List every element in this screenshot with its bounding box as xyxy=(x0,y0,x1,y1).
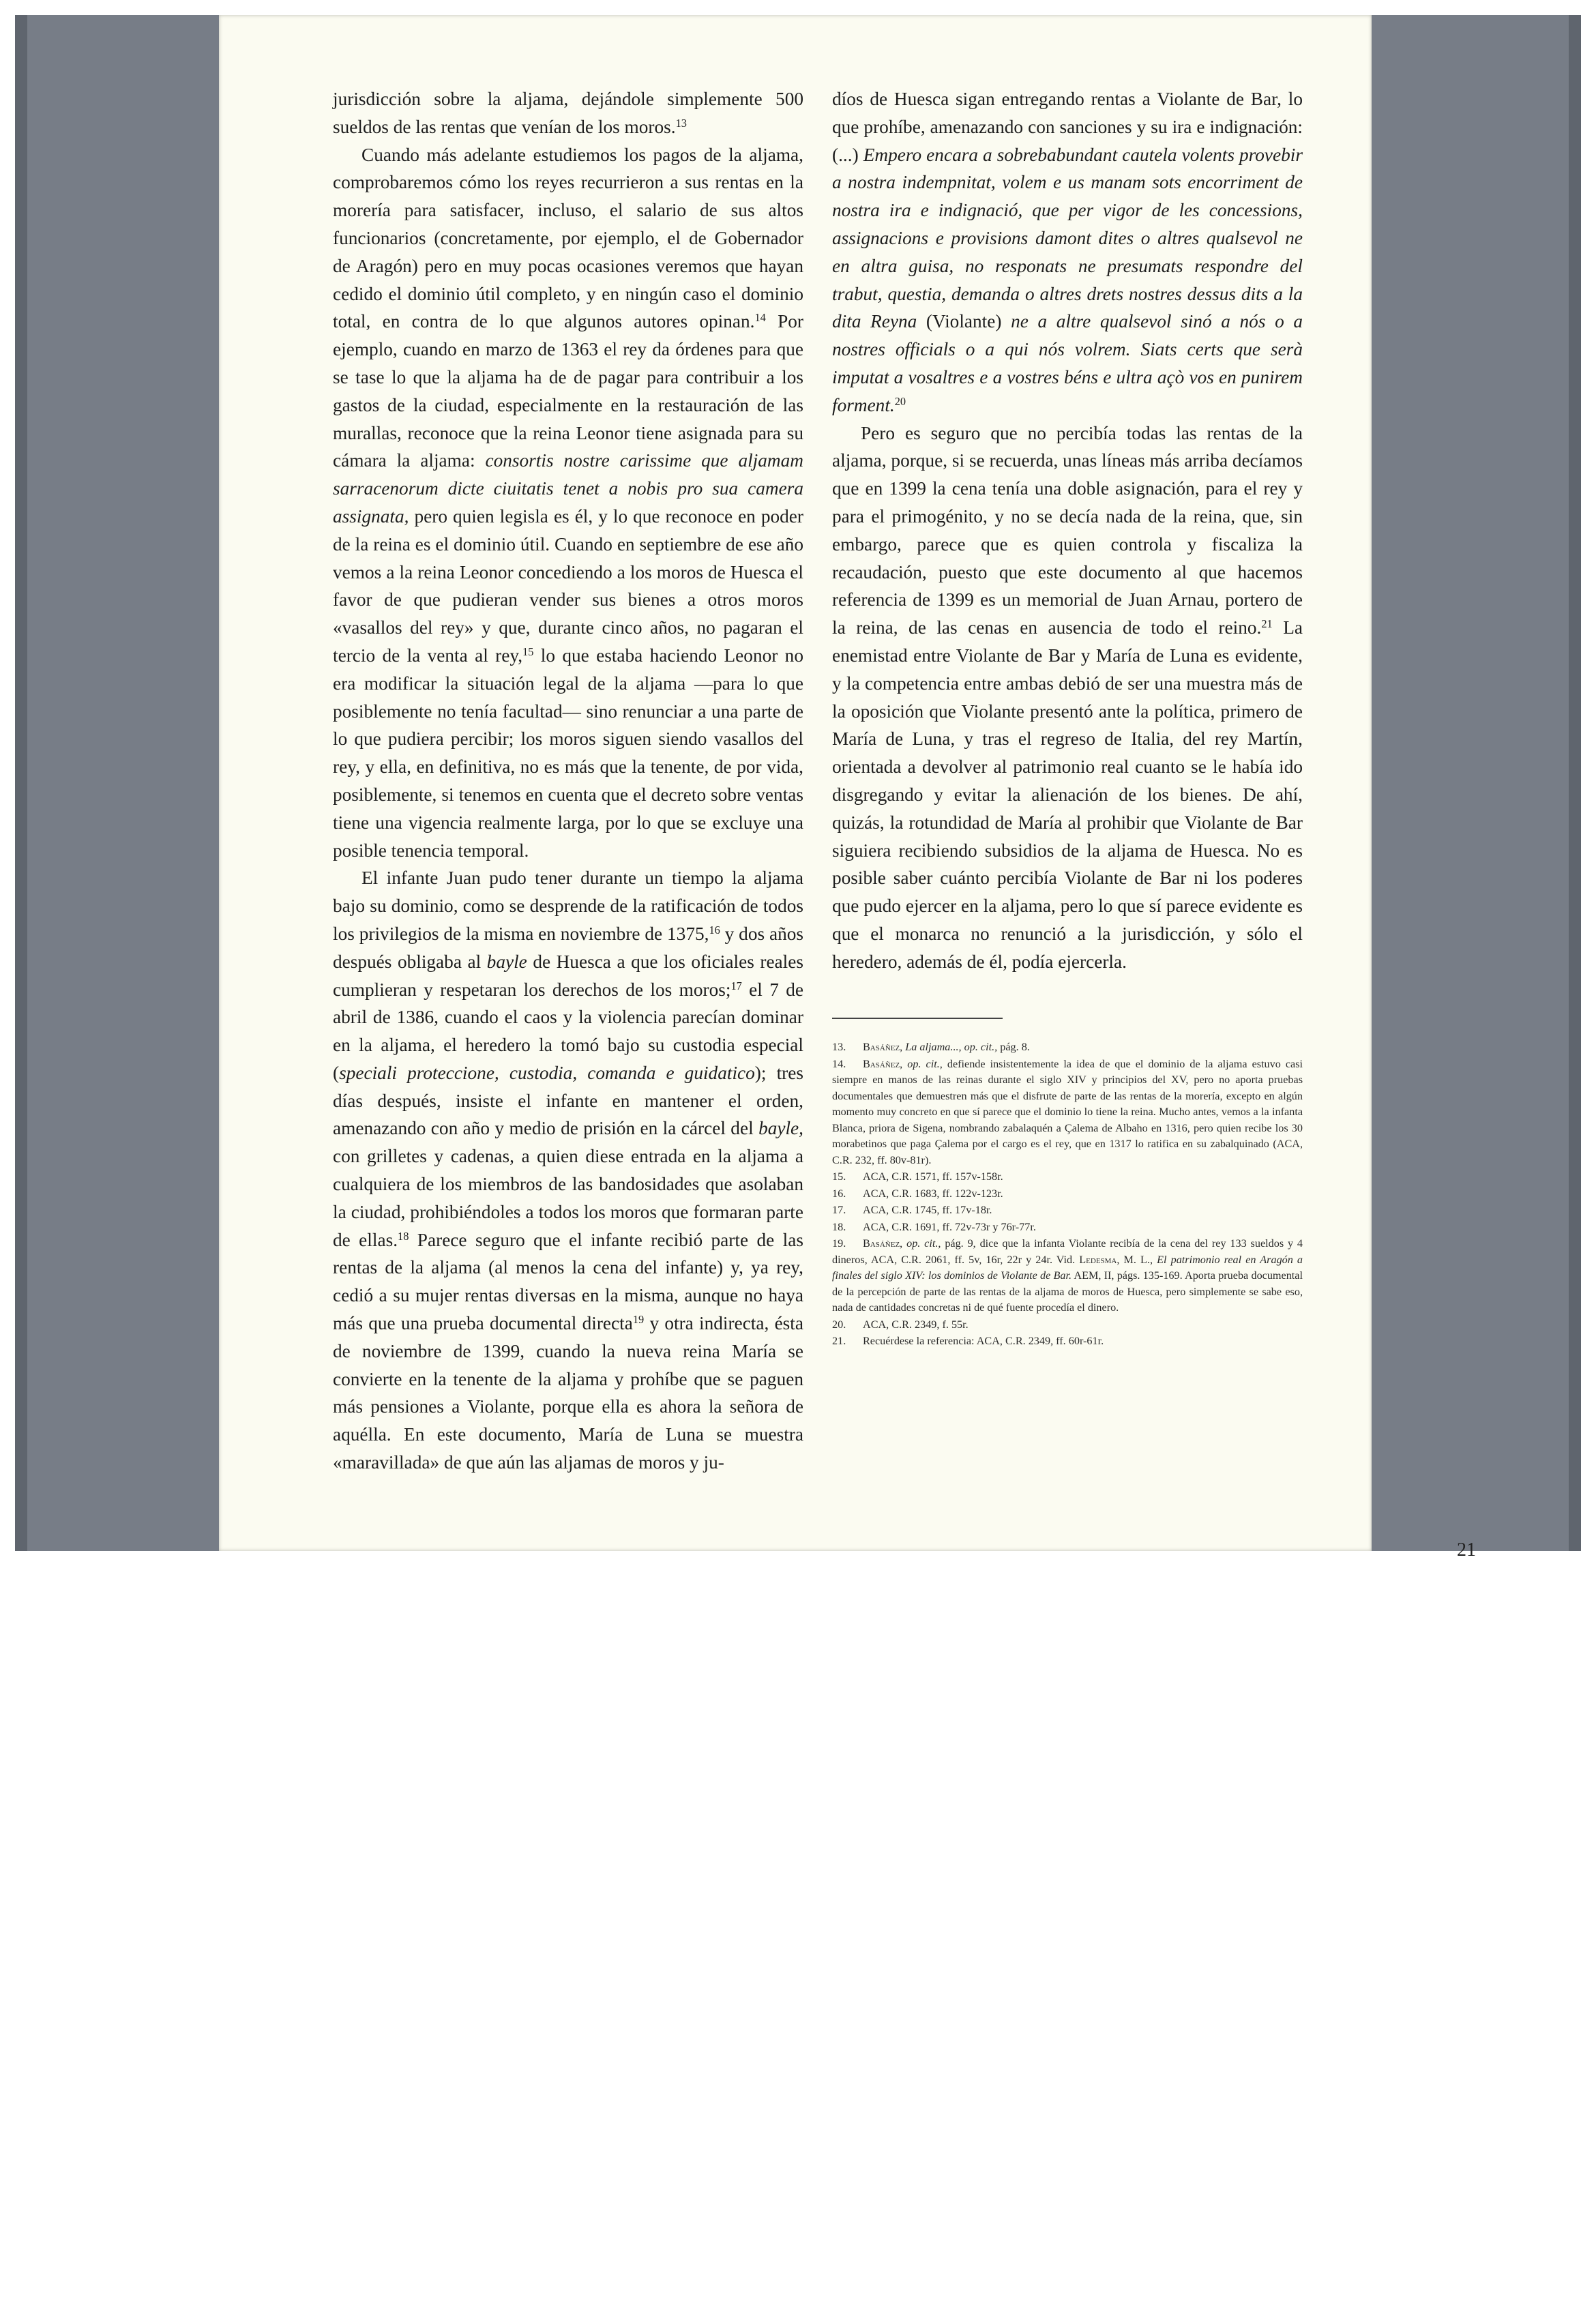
paragraph: Cuando más adelante estudiemos los pagos de la aljama, comprobaremos cómo los reyes recurrieron a sus rentas en la morería para satisfacer, incluso, el salario de sus altos funcionarios (concretamente, por ejemplo, el de Gobernador de Aragón) pero en muy pocas ocasiones veremos que hayan cedido el dominio útil completo, y en ningún caso el dominio total, en contra de lo que algunos autores opinan.$^{14}$ Por ejemplo, cuando en marzo de 1363 el rey da órdenes para que se tase lo que la aljama ha de de pagar para contribuir a los gastos de la ciudad, especialmente en la restauración de las murallas, reconoce que la reina Leonor tiene asignada para su cámara la aljama: consortis nostre carissime que aljamam sarracenorum dicte ciuitatis tenet a nobis pro sua camera assignata, pero quien legisla es él, y lo que reconoce en poder de la reina es el dominio útil. Cuando en septiembre de ese año vemos a la reina Leonor concediendo a los moros de Huesca el favor de que pudieran vender sus bienes a otros moros «vasallos del rey» y que, durante cinco años, no pagaran el tercio de la venta al rey,$^{15}$ lo que estaba haciendo Leonor no era modificar la situación legal de la aljama —para lo que posiblemente no tenía facultad— sino renunciar a una parte de lo que pudiera percibir; los moros siguen siendo vasallos del rey, y ella, en definitiva, no es más que la tenente, de por vida, posiblemente, si tenemos en cuenta que el decreto sobre ventas tiene una vigencia realmente larga, por lo que se excluye una posible tenencia temporal. xyxy=(333,144,804,861)
footnote-ref: 19 xyxy=(632,1313,645,1327)
footnote: 17. ACA, C.R. 1745, ff. 17v-18r. xyxy=(832,1204,992,1216)
footnote: 13. Basáñez, La aljama..., op. cit., pág. 8. xyxy=(832,1041,1030,1053)
footnote: 18. ACA, C.R. 1691, ff. 72v-73r y 76r-77r. xyxy=(832,1220,1036,1233)
footnote: 19. Basáñez, op. cit., pág. 9, dice que la infanta Violante recibía de la cena del rey 133 sueldos y 4 dineros, ACA, C.R. 2061, ff. 5v, 16r, 22r y 24r. Vid. Ledesma, M. L., El patrimonio real en Aragón a finales del siglo XIV: los dominios de Violante de Bar. AEM, II, págs. 135-169. Aporta prueba documental de la percepción de parte de las rentas de la aljama de moros de Huesca, pero simplemente se sabe eso, nada de cantidades concretas ni de qué fuente procedía el dinero. xyxy=(832,1237,1303,1314)
footnote-ref: 17 xyxy=(730,979,742,992)
footnote-ref: 18 xyxy=(398,1229,409,1243)
footnote: 14. Basáñez, op. cit., defiende insistentemente la idea de que el dominio de la aljama estuvo casi siempre en manos de las reinas durante el siglo XIV y principios del XV, pero no aporta pruebas documentales que demuestren más que el disfrute de parte de las rentas de la morería, excepto en algún momento muy concreto en que sí parece que el dominio lo tiene la reina. Mucho antes, vemos a la infanta Blanca, priora de Sigena, nombrando zabalaquén a Çalema de Albaho en 1316, pero quien recibe los 30 morabetinos que paga Çalema por el cargo es el rey, que en 1317 lo ratifica en su zabalquinado (ACA, C.R. 232, ff. 80v-81r). xyxy=(832,1057,1303,1166)
book-page xyxy=(219,15,1476,1561)
paragraph: El infante Juan pudo tener durante un tiempo la aljama bajo su dominio, como se desprende de la ratificación de todos los privilegios de la misma en noviembre de 1375,16 y dos años después obligaba al bayle de Huesca a que los oficiales reales cumplieran y respetaran los derechos de los moros;$^{17}$ el 7 de abril de 1386, cuando el caos y la violencia parecían dominar en la aljama, el heredero la tomó bajo su custodia especial (speciali proteccione, custodia, comanda e guidatico); tres días después, insiste el infante en mantener el orden, amenazando con año y medio de prisión en la cárcel del bayle, con grilletes y cadenas, a quien diese entrada en la aljama a cualquiera de los miembros de las bandosidades que asolaban la ciudad, prohibiéndoles a todos los moros que formaran parte de ellas.$^{18}$ Parece seguro que el infante recibió parte de las rentas de la aljama (al menos la cena del infante) y, ya rey, cedió a su mujer rentas diversas en la misma, aunque no haya más que una prueba documental directa$^{19}$ y otra indirecta, ésta de noviembre de 1399, cuando la nueva reina María se convierte en la tenente de la aljama y prohíbe que se paguen más pensiones a Violante, porque ella es ahora la señora de aquélla. En este documento, María de Luna se muestra «maravillada» de que aún las aljamas de moros y ju- xyxy=(333,868,804,1473)
footnotes xyxy=(832,1039,1303,1350)
footnote-ref: 13 xyxy=(675,116,687,130)
catalan-quote: Empero encara a sobrebabundant cautela volents provebir a nostra indempnitat, volem e us manam sots encorriment de nostra ira e indignació, que per vigor de les concessions, assignacions e provisions damont dites o altres qualsevol ne en altra guisa, no responats ne presumats respondre del trabut, questia, demanda o altres drets nostres dessus dits a la dita Reyna xyxy=(832,144,1303,332)
footnote-ref: 20 xyxy=(894,394,906,408)
latin-quote: speciali proteccione, custodia, comanda e guidatico xyxy=(339,1062,755,1083)
paragraph: Pero es seguro que no percibía todas las rentas de la aljama, porque, si se recuerda, unas líneas más arriba decíamos que en 1399 la cena tenía una doble asignación, para el rey y para el primogénito, y no se decía nada de la reina, que, sin embargo, parece que es quien controla y fiscaliza la recaudación, puesto que este documento al que hacemos referencia de 1399 es un memorial de Juan Arnau, portero de la reina, de las cenas en ausencia de todo el reino.$^{21}$ La enemistad entre Violante de Bar y María de Luna es evidente, y la competencia entre ambas debió de ser una muestra más de la oposición que Violante presentó ante la política, primero de María de Luna, y tras el regreso de Italia, del rey Martín, orientada a devolver al patrimonio real cuanto se le había ido disgregando y evitar la alienación de los bienes. De ahí, quizás, la rotundidad de María al prohibir que Violante de Bar siguiera recibiendo subsidios de la aljama de Huesca. No es posible saber cuánto percibía Violante de Bar ni los poderes que pudo ejercer en la aljama, pero lo que sí parece evidente es que el monarca no renunció a la jurisdicción, y sólo el heredero, además de él, podía ejercerla. xyxy=(832,422,1303,972)
footnote-ref: 15 xyxy=(522,645,534,658)
footnote-separator xyxy=(832,1018,1003,1019)
footnote-ref: 21 xyxy=(1261,617,1273,631)
catalan-quote: ne a altre qualsevol sinó a nós o a nostres officials o a qui nós volrem. Siats certs que serà imputat a vosaltres e a vostres béns e ultra açò vos en punirem forment. xyxy=(832,311,1303,415)
paragraph: jurisdicción sobre la aljama, dejándole simplemente 500 sueldos de las rentas que venían de los moros.$^{13}$ xyxy=(333,89,803,137)
paragraph: díos de Huesca sigan entregando rentas a Violante de Bar, lo que prohíbe, amenazando con sanciones y su ira e indignación: (...) Empero encara a sobrebabundant cautela volents provebir a nostra indempnitat, volem e us manam sots encorriment de nostra ira e indignació, que per vigor de les concessions, assignacions e provisions damont dites o altres qualsevol ne en altra guisa, no responats ne presumats respondre del trabut, questia, demanda o altres drets nostres dessus dits a la dita Reyna (Violante) ne a altre qualsevol sinó a nós o a nostres officials o a qui nós volrem. Siats certs que serà imputat a vosaltres e a vostres béns e ultra açò vos en punirem forment.$^{20}$ xyxy=(832,89,1303,415)
left-column xyxy=(333,85,803,1477)
right-column xyxy=(832,85,1303,976)
page-number: 21 xyxy=(1457,1539,1476,1561)
footnote-ref: 16 xyxy=(709,923,720,936)
footnote: 21. Recuérdese la referencia: ACA, C.R. 2349, ff. 60r-61r. xyxy=(832,1335,1104,1347)
footnote: 15. ACA, C.R. 1571, ff. 157v-158r. xyxy=(832,1170,1003,1183)
latin-quote: consortis nostre carissime que aljamam sarracenorum dicte ciuitatis tenet a nobis pro sua camera assignata, xyxy=(333,450,803,527)
footnote: 20. ACA, C.R. 2349, f. 55r. xyxy=(832,1318,969,1331)
footnote: 16. ACA, C.R. 1683, ff. 122v-123r. xyxy=(832,1187,1003,1200)
footnote-ref: 14 xyxy=(754,311,766,325)
scanned-page-frame xyxy=(15,15,1581,1561)
